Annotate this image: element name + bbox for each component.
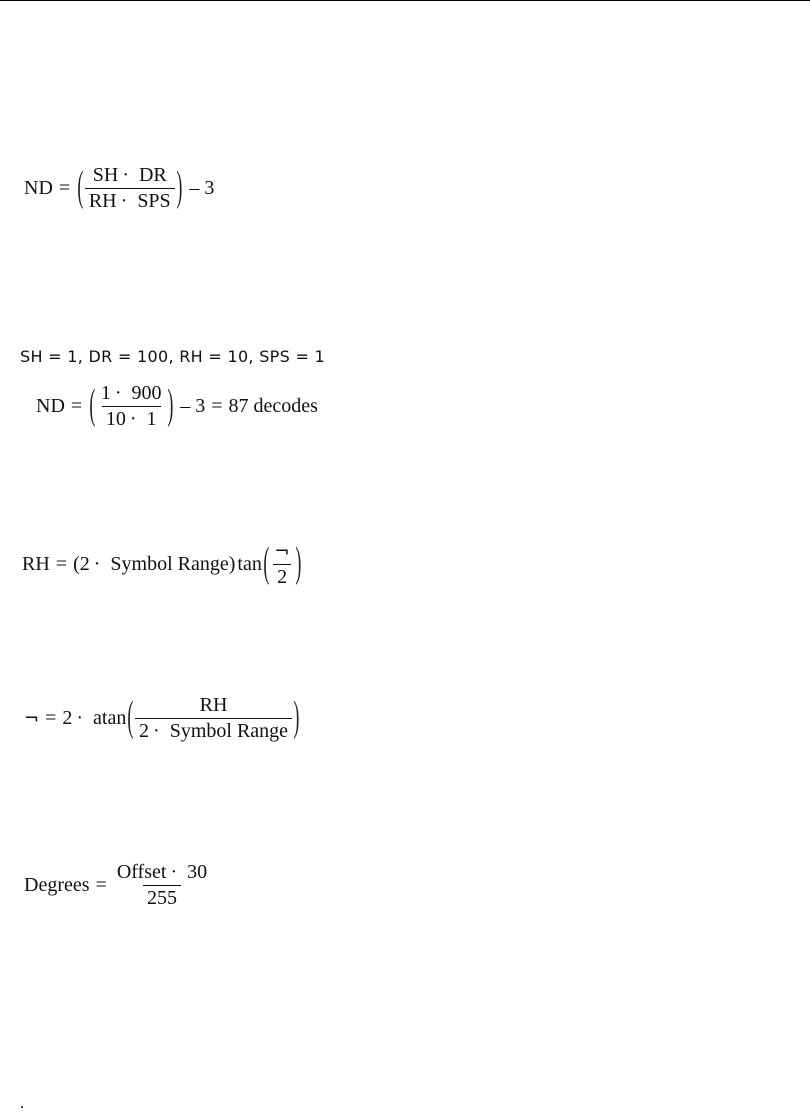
eq1-num-dot: ·	[122, 164, 129, 186]
eq2-den-b: 1	[146, 408, 157, 430]
eq2-num-b: 900	[131, 382, 162, 404]
eq3-func: tan	[237, 553, 262, 575]
eq2-close-paren: )	[166, 382, 173, 429]
eq2-lhs: ND	[36, 395, 65, 417]
eq1-num-a: SH	[92, 164, 119, 186]
eq3-close-paren: )	[294, 540, 301, 587]
eq4-den-dot: ·	[153, 720, 160, 742]
eq1-lhs: ND	[24, 177, 53, 199]
eq4-angle-symbol: ¬	[24, 708, 40, 729]
eq2-minus: – 3	[180, 395, 206, 417]
eq5-lhs: Degrees	[24, 874, 90, 896]
eq1-equals: =	[58, 177, 71, 199]
eq1-den-b: SPS	[137, 190, 171, 212]
eq5-num-a: Offset	[116, 861, 167, 883]
eq3-term: Symbol Range)	[110, 553, 236, 575]
equation-angle	[24, 695, 301, 742]
eq4-num: RH	[199, 694, 228, 716]
eq2-equals: =	[70, 395, 83, 417]
eq3-dot: ·	[93, 553, 101, 575]
eq4-fraction	[135, 695, 292, 742]
eq4-func: atan	[93, 707, 127, 729]
eq2-den-a: 10	[105, 408, 126, 430]
eq4-dot: ·	[76, 707, 84, 729]
parameter-values: SH = 1, DR = 100, RH = 10, SPS = 1	[20, 347, 326, 366]
eq5-num-dot: ·	[170, 861, 178, 883]
eq5-den: 255	[146, 887, 177, 909]
eq1-num-b: DR	[138, 164, 167, 186]
eq3-fraction	[271, 541, 294, 588]
eq4-close-paren: )	[293, 694, 300, 741]
eq1-den-a: RH	[88, 190, 117, 212]
equation-rh	[22, 541, 302, 588]
eq1-open-paren: (	[77, 164, 84, 211]
eq3-equals: =	[55, 553, 68, 575]
eq1-den-dot: ·	[120, 190, 128, 212]
eq3-den: 2	[277, 566, 288, 588]
eq5-num-b: 30	[187, 861, 208, 883]
eq4-open-paren: (	[127, 694, 134, 741]
equation-nd-example	[36, 383, 318, 430]
eq5-fraction	[113, 862, 211, 909]
eq4-den-b: Symbol Range	[169, 720, 289, 742]
eq3-angle-symbol: ¬	[274, 541, 290, 562]
page-mark	[21, 1106, 23, 1108]
equation-degrees	[24, 862, 211, 909]
eq4-coef: 2	[62, 707, 73, 729]
eq3-open-paren: (	[263, 540, 270, 587]
eq2-open-paren: (	[89, 382, 96, 429]
eq3-lhs: RH	[22, 553, 50, 575]
eq4-equals: =	[45, 707, 57, 729]
eq2-num-dot: ·	[114, 382, 122, 404]
eq1-close-paren: )	[176, 164, 183, 211]
eq2-fraction	[97, 383, 166, 430]
eq2-num-a: 1	[100, 382, 111, 404]
eq4-den-a: 2	[139, 720, 150, 742]
eq5-equals: =	[95, 874, 107, 896]
eq1-tail: – 3	[189, 177, 215, 199]
eq1-fraction	[85, 165, 175, 212]
top-rule	[0, 0, 810, 1]
eq2-result: 87 decodes	[228, 395, 318, 417]
equation-nd-general	[24, 165, 214, 212]
eq2-equals-2: =	[211, 395, 223, 417]
eq2-den-dot: ·	[129, 408, 137, 430]
eq3-open: (2	[73, 553, 90, 575]
